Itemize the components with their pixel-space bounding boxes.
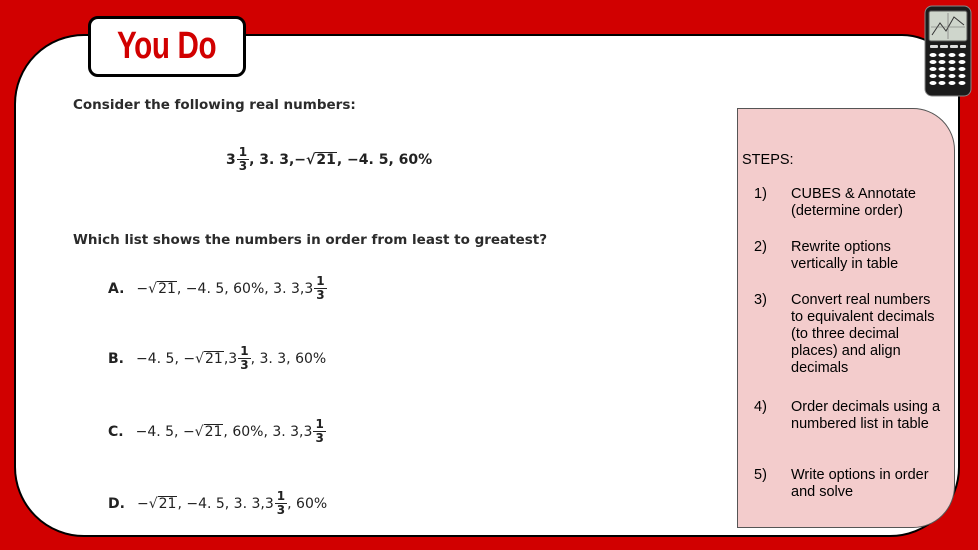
problem-question: Which list shows the numbers in order from least to greatest? <box>73 232 548 248</box>
radicand: 21 <box>316 151 336 168</box>
option-text: − <box>136 495 149 512</box>
number-list <box>226 146 432 173</box>
radical-sign: √ <box>306 151 316 168</box>
answer-option-a[interactable] <box>108 275 327 302</box>
step-text: CUBES & Annotate (determine order) <box>791 186 916 219</box>
radical-sign: √ <box>148 495 158 512</box>
steps-panel <box>737 108 955 528</box>
step-number: 2) <box>754 239 767 255</box>
mixed-number-whole: 3 <box>304 280 314 297</box>
option-letter: A. <box>108 280 125 297</box>
fraction-denominator: 3 <box>238 159 248 173</box>
step-5 <box>754 467 941 501</box>
radical-sign: √ <box>194 423 204 440</box>
answer-option-d[interactable] <box>108 490 327 517</box>
mixed-number-whole: 3 <box>228 350 238 367</box>
square-root <box>148 281 177 297</box>
answer-option-b[interactable] <box>108 345 326 372</box>
option-letter: D. <box>108 495 125 512</box>
fraction-numerator: 1 <box>315 417 324 431</box>
radical-sign: √ <box>195 350 204 367</box>
square-root <box>195 351 224 367</box>
option-text: − <box>136 280 149 297</box>
fraction <box>313 418 325 445</box>
fraction-denominator: 3 <box>315 431 324 445</box>
answer-option-c[interactable] <box>108 418 326 445</box>
step-number: 4) <box>754 399 767 415</box>
radicand: 21 <box>204 423 223 440</box>
problem-intro: Consider the following real numbers: <box>73 97 356 113</box>
step-text: Convert real numbers to equivalent decimals (to three decimal places) and align decimals <box>791 292 935 376</box>
fraction-denominator: 3 <box>276 503 286 517</box>
option-text: , 3. 3, 60% <box>250 350 327 367</box>
option-text: , −4. 5, 3. 3, <box>177 495 265 512</box>
step-number: 5) <box>754 467 767 483</box>
option-text: , 60%, 3. 3, <box>223 423 304 440</box>
square-root <box>306 152 337 168</box>
step-number: 3) <box>754 292 767 308</box>
fraction <box>237 146 249 173</box>
option-text: −4. 5, − <box>135 423 195 440</box>
fraction-numerator: 1 <box>240 344 249 358</box>
step-text: Order decimals using a numbered list in table <box>791 399 941 432</box>
mixed-number-whole: 3 <box>303 423 313 440</box>
option-text: , 60% <box>287 495 328 512</box>
step-text: Write options in order and solve <box>791 467 929 500</box>
fraction <box>275 490 287 517</box>
option-letter: B. <box>108 350 124 367</box>
mixed-number-whole: 3 <box>264 495 274 512</box>
radicand: 21 <box>158 280 176 297</box>
radical-sign: √ <box>148 280 158 297</box>
step-4 <box>754 399 941 433</box>
slide-title: You Do <box>117 25 217 67</box>
number-list-text: , 3. 3, <box>249 151 295 168</box>
minus-sign: − <box>294 151 307 168</box>
fraction-numerator: 1 <box>238 145 248 159</box>
step-text: Rewrite options vertically in table <box>791 239 899 272</box>
steps-title: STEPS: <box>742 152 794 168</box>
fraction-numerator: 1 <box>316 274 325 288</box>
fraction-denominator: 3 <box>240 358 249 372</box>
step-3 <box>754 292 941 377</box>
radicand: 21 <box>205 350 223 367</box>
square-root <box>149 496 178 512</box>
graphing-calculator-icon <box>924 5 972 97</box>
option-text: , −4. 5, 60%, 3. 3, <box>176 280 305 297</box>
option-text: , <box>223 350 229 367</box>
number-list-text: , −4. 5, 60% <box>336 151 433 168</box>
step-2 <box>754 239 941 273</box>
square-root <box>195 424 224 440</box>
radicand: 21 <box>158 495 177 512</box>
fraction-numerator: 1 <box>276 489 286 503</box>
title-box <box>88 16 246 77</box>
fraction <box>314 275 326 302</box>
step-1 <box>754 186 941 220</box>
fraction-denominator: 3 <box>316 288 325 302</box>
option-letter: C. <box>108 423 124 440</box>
mixed-number-whole: 3 <box>226 151 236 168</box>
step-number: 1) <box>754 186 767 202</box>
fraction <box>238 345 250 372</box>
option-text: −4. 5, − <box>136 350 196 367</box>
